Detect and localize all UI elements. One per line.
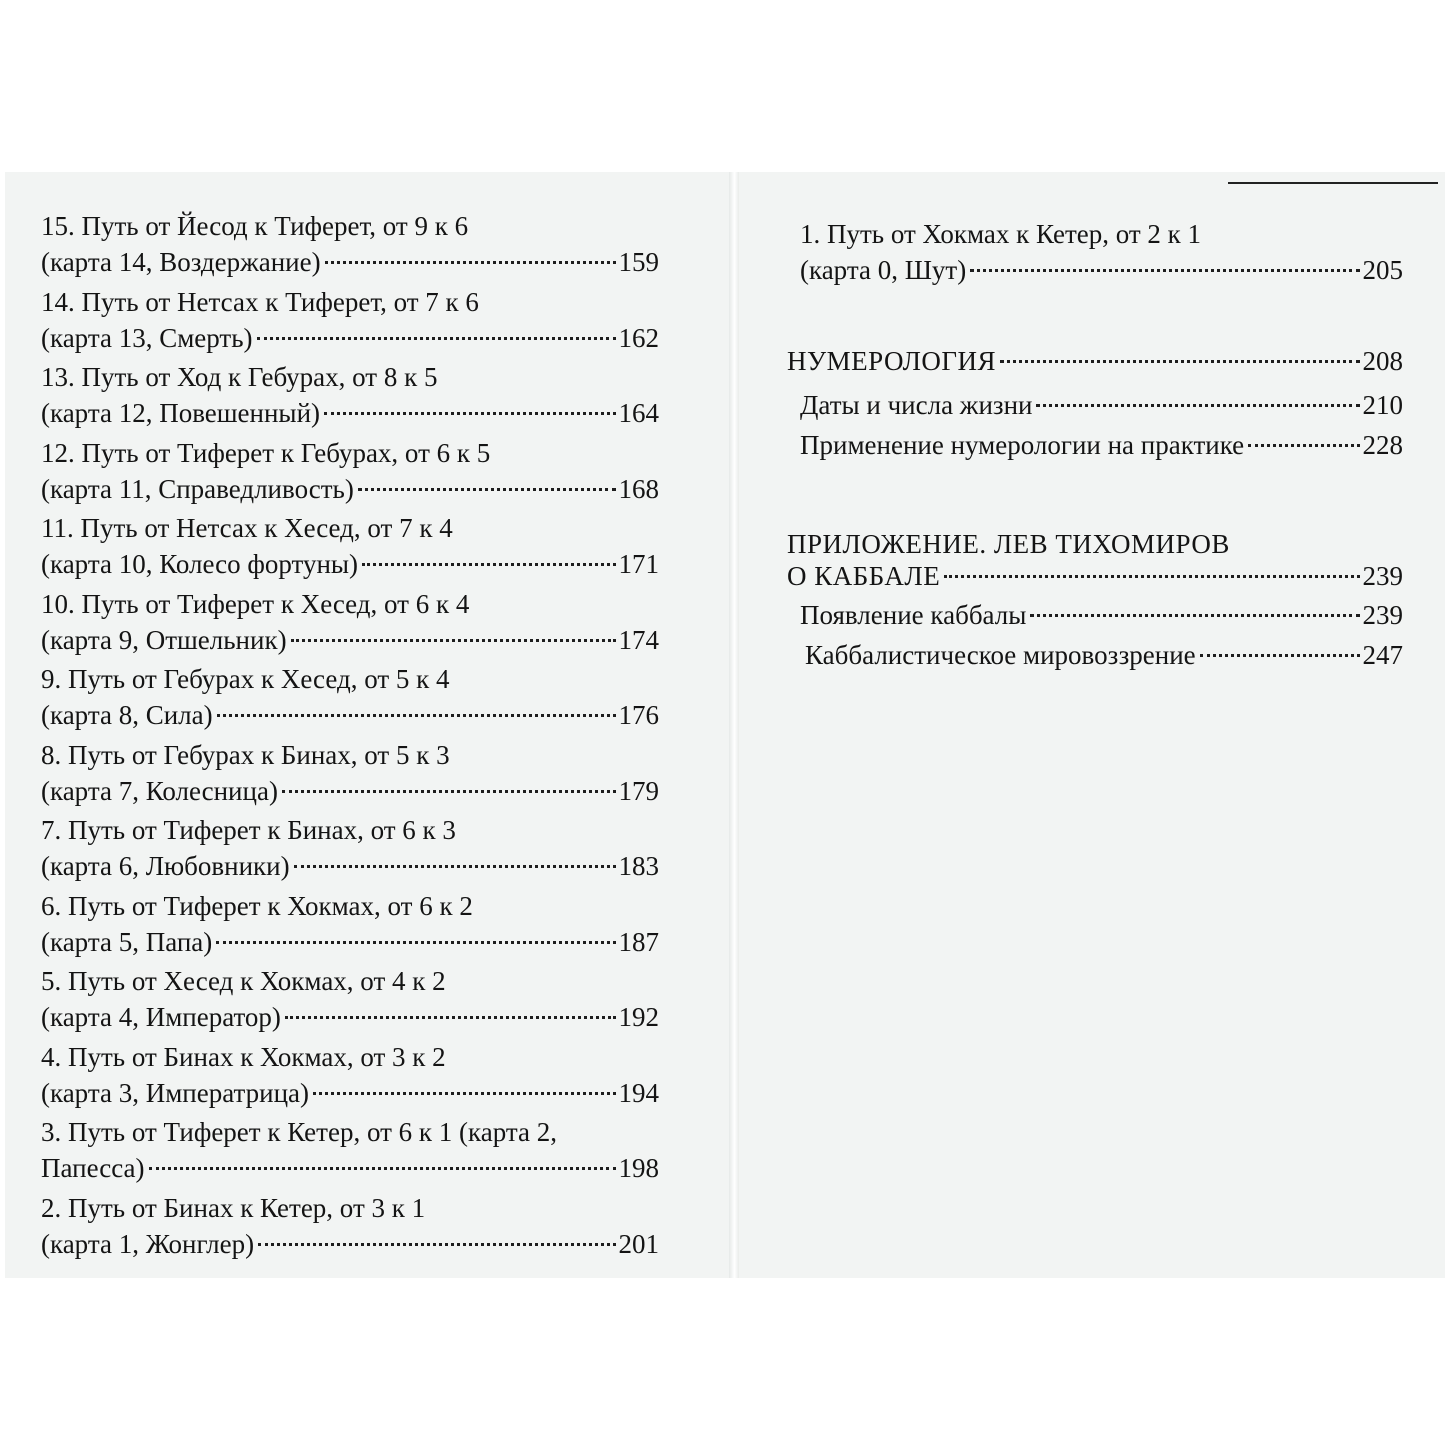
page-number: 174 [618, 624, 659, 655]
dot-leader [217, 714, 616, 717]
toc-entry [41, 208, 659, 280]
dot-leader [358, 488, 616, 491]
page-number: 164 [618, 398, 659, 428]
toc-entry [41, 510, 659, 582]
page-number: 159 [618, 247, 659, 277]
dot-leader [324, 412, 615, 415]
toc-entry [41, 1039, 659, 1111]
toc-entry-title: 8. Путь от Гебурах к Бинах, от 5 к 3 [41, 739, 450, 770]
toc-entry [41, 284, 659, 356]
toc-item-label: Каббалистическое мировоззрение [805, 640, 1196, 670]
dot-leader [1036, 404, 1359, 407]
toc-entry-subtitle: (карта 10, Колесо фортуны) [41, 549, 359, 579]
page-number: 201 [618, 1228, 659, 1259]
section-title-cont: О КАББАЛЕ [787, 561, 941, 591]
toc-item-label: Появление каббалы [800, 600, 1027, 630]
toc-entry [41, 737, 659, 809]
page-number: 239 [1362, 561, 1403, 591]
toc-section-appendix [787, 528, 1403, 592]
dot-leader [1248, 444, 1359, 447]
toc-entry-title: 3. Путь от Тиферет к Кетер, от 6 к 1 (карта 2, [41, 1117, 557, 1147]
toc-entry-title: 7. Путь от Тиферет к Бинах, от 6 к 3 [41, 815, 456, 845]
right-page [739, 172, 1445, 1278]
toc-entry [41, 435, 659, 507]
toc-entry-title: 9. Путь от Гебурах к Хесед, от 5 к 4 [41, 664, 450, 694]
toc-entry-subtitle: (карта 11, Справедливость) [41, 473, 354, 504]
toc-entry [41, 888, 659, 960]
toc-entry [41, 812, 659, 884]
dot-leader [970, 269, 1359, 272]
toc-entry-subtitle: (карта 12, Повешенный) [41, 398, 321, 428]
toc-item [800, 600, 1403, 630]
toc-entry-title: 13. Путь от Ход к Гебурах, от 8 к 5 [41, 362, 438, 392]
toc-entry-subtitle: (карта 5, Папа) [41, 926, 213, 957]
page-number: 179 [618, 775, 659, 806]
toc-item-label: Даты и числа жизни [800, 390, 1033, 420]
dot-leader [944, 575, 1359, 578]
toc-item [800, 430, 1403, 460]
toc-entry [41, 586, 659, 658]
section-title: ПРИЛОЖЕНИЕ. ЛЕВ ТИХОМИРОВ [787, 529, 1230, 559]
dot-leader [285, 1016, 616, 1019]
page-number: 205 [1362, 255, 1403, 285]
page-number: 210 [1362, 390, 1403, 420]
toc-entry-subtitle: (карта 8, Сила) [41, 700, 213, 730]
toc-entry-title: 12. Путь от Тиферет к Гебурах, от 6 к 5 [41, 437, 491, 468]
dot-leader [313, 1092, 616, 1095]
dot-leader [216, 941, 615, 944]
page-number: 168 [618, 473, 659, 504]
section-title: НУМЕРОЛОГИЯ [787, 346, 997, 376]
page-number: 239 [1362, 600, 1403, 630]
toc-entry [41, 1114, 659, 1186]
page-number: 198 [618, 1153, 659, 1183]
toc-entry-title: 6. Путь от Тиферет к Хокмах, от 6 к 2 [41, 890, 473, 921]
toc-entry-title: 1. Путь от Хокмах к Кетер, от 2 к 1 [800, 219, 1202, 249]
toc-entry-subtitle: (карта 9, Отшельник) [41, 624, 287, 655]
toc-item [805, 640, 1403, 670]
toc-entry-title: 10. Путь от Тиферет к Хесед, от 6 к 4 [41, 588, 470, 619]
toc-entry-subtitle: (карта 7, Колесница) [41, 775, 278, 806]
toc-entry-subtitle: (карта 4, Император) [41, 1002, 281, 1032]
toc-entry-subtitle: (карта 3, Императрица) [41, 1077, 309, 1108]
page-number: 176 [618, 700, 659, 730]
toc-entry-title: 5. Путь от Хесед к Хокмах, от 4 к 2 [41, 966, 446, 996]
dot-leader [325, 261, 616, 264]
toc-entry-path-1 [800, 216, 1403, 288]
page-number: 162 [618, 322, 659, 353]
dot-leader [282, 790, 616, 793]
dot-leader [291, 639, 616, 642]
page-number: 194 [618, 1077, 659, 1108]
dot-leader [1030, 614, 1359, 617]
toc-entry-subtitle: Папесса) [41, 1153, 145, 1183]
dot-leader [257, 337, 616, 340]
page-number: 171 [618, 549, 659, 579]
book-gutter [729, 172, 739, 1278]
toc-item [800, 390, 1403, 420]
toc-entry [41, 661, 659, 733]
page-number: 183 [618, 851, 659, 881]
toc-entry-title: 14. Путь от Нетсах к Тиферет, от 7 к 6 [41, 286, 479, 317]
page-number: 187 [618, 926, 659, 957]
page-number: 192 [618, 1002, 659, 1032]
page-number: 228 [1362, 430, 1403, 460]
toc-entry [41, 1190, 659, 1262]
dot-leader [294, 865, 616, 868]
toc-entry-title: 15. Путь от Йесод к Тиферет, от 9 к 6 [41, 211, 469, 241]
dot-leader [1200, 654, 1360, 657]
dot-leader [149, 1167, 616, 1170]
page-number: 247 [1362, 640, 1403, 670]
left-page [5, 172, 729, 1278]
toc-entry [41, 359, 659, 431]
toc-entry-subtitle: (карта 1, Жонглер) [41, 1228, 255, 1259]
dot-leader [362, 563, 615, 566]
toc-entry-subtitle: (карта 6, Любовники) [41, 851, 290, 881]
toc-entry-subtitle: (карта 14, Воздержание) [41, 247, 321, 277]
page-number: 208 [1362, 346, 1403, 376]
toc-entry-subtitle: (карта 13, Смерть) [41, 322, 253, 353]
toc-entry [41, 963, 659, 1035]
dot-leader [1000, 360, 1359, 363]
toc-section-numerology [787, 346, 1403, 376]
toc-entry-title: 11. Путь от Нетсах к Хесед, от 7 к 4 [41, 513, 453, 543]
toc-entry-subtitle: (карта 0, Шут) [800, 255, 967, 285]
toc-item-label: Применение нумерологии на практике [800, 430, 1245, 460]
dot-leader [258, 1243, 615, 1246]
toc-entry-title: 2. Путь от Бинах к Кетер, от 3 к 1 [41, 1192, 426, 1223]
running-head-rule [1228, 182, 1438, 184]
toc-entry-title: 4. Путь от Бинах к Хокмах, от 3 к 2 [41, 1041, 446, 1072]
